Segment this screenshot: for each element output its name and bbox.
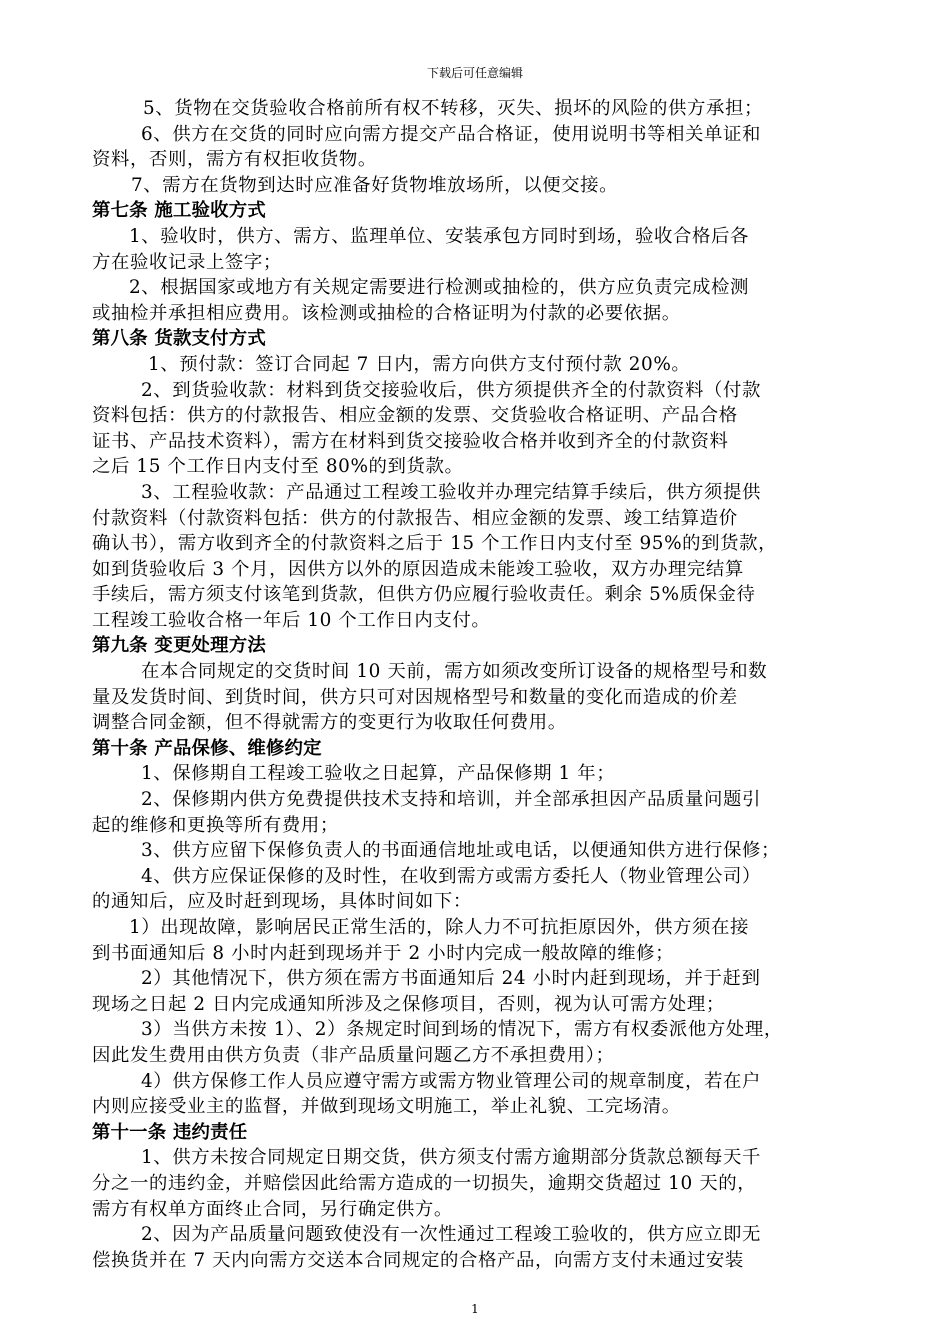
paragraph-line: 调整合同金额，但不得就需方的变更行为收取任何费用。 bbox=[92, 712, 567, 734]
paragraph-line: 工程竣工验收合格一年后 10 个工作日内支付。 bbox=[92, 609, 491, 631]
paragraph-line: 之后 15 个工作日内支付至 80%的到货款。 bbox=[92, 456, 464, 478]
paragraph-line: 现场之日起 2 日内完成通知所涉及之保修项目，否则，视为认可需方处理； bbox=[92, 993, 725, 1015]
paragraph-line: 付款资料（付款资料包括：供方的付款报告、相应金额的发票、竣工结算造价 bbox=[92, 507, 738, 529]
section-heading: 第十条 产品保修、维修约定 bbox=[92, 737, 322, 759]
paragraph-line: 分之一的违约金，并赔偿因此给需方造成的一切损失，逾期交货超过 10 天的， bbox=[92, 1172, 757, 1194]
paragraph-line: 1、验收时，供方、需方、监理单位、安装承包方同时到场，验收合格后各 bbox=[129, 225, 750, 247]
section-heading: 第七条 施工验收方式 bbox=[92, 200, 266, 222]
paragraph-line: 确认书），需方收到齐全的付款资料之后于 15 个工作日内支付至 95%的到货款， bbox=[92, 533, 778, 555]
paragraph-line: 内则应接受业主的监督，并做到现场文明施工，举止礼貌、工完场清。 bbox=[92, 1096, 681, 1118]
paragraph-line: 偿换货并在 7 天内向需方交送本合同规定的合格产品，向需方支付未通过安装 bbox=[92, 1249, 744, 1271]
paragraph-line: 4）供方保修工作人员应遵守需方或需方物业管理公司的规章制度，若在户 bbox=[141, 1070, 762, 1092]
page-header: 下载后可任意编辑 bbox=[426, 66, 523, 80]
page-number: 1 bbox=[471, 1302, 479, 1316]
paragraph-line: 5、货物在交货验收合格前所有权不转移，灭失、损坏的风险的供方承担； bbox=[143, 98, 764, 119]
paragraph-line: 在本合同规定的交货时间 10 天前，需方如须改变所订设备的规格型号和数 bbox=[141, 661, 768, 683]
paragraph-line: 1、供方未按合同规定日期交货，供方须支付需方逾期部分货款总额每天千 bbox=[141, 1147, 762, 1169]
paragraph-line: 2、保修期内供方免费提供技术支持和培训，并全部承担因产品质量问题引 bbox=[141, 789, 762, 811]
document-body bbox=[92, 96, 872, 1273]
paragraph-line: 手续后，需方须支付该笔到货款，但供方仍应履行验收责任。剩余 5%质保金待 bbox=[92, 584, 756, 606]
paragraph-line: 资料包括：供方的付款报告、相应金额的发票、交货验收合格证明、产品合格 bbox=[92, 405, 738, 427]
paragraph-line: 到书面通知后 8 小时内赶到现场并于 2 小时内完成一般故障的维修； bbox=[92, 942, 675, 964]
paragraph-line: 6、供方在交货的同时应向需方提交产品合格证，使用说明书等相关单证和 bbox=[141, 123, 762, 145]
paragraph-line: 3、工程验收款：产品通过工程竣工验收并办理完结算手续后，供方须提供 bbox=[141, 481, 762, 503]
paragraph-line: 2、因为产品质量问题致使没有一次性通过工程竣工验收的，供方应立即无 bbox=[141, 1224, 762, 1246]
section-heading: 第八条 货款支付方式 bbox=[92, 328, 266, 350]
paragraph-line: 1、预付款：签订合同起 7 日内，需方向供方支付预付款 20%。 bbox=[148, 353, 691, 375]
paragraph-line: 1）出现故障，影响居民正常生活的，除人力不可抗拒原因外，供方须在接 bbox=[129, 917, 750, 938]
paragraph-line: 因此发生费用由供方负责（非产品质量问题乙方不承担费用）； bbox=[92, 1044, 615, 1066]
paragraph-line: 方在验收记录上签字； bbox=[92, 251, 282, 273]
paragraph-line: 1、保修期自工程竣工验收之日起算，产品保修期 1 年； bbox=[141, 763, 616, 785]
paragraph-line: 或抽检并承担相应费用。该检测或抽检的合格证明为付款的必要依据。 bbox=[92, 302, 681, 324]
paragraph-line: 7、需方在货物到达时应准备好货物堆放场所，以便交接。 bbox=[131, 174, 619, 196]
paragraph-line: 起的维修和更换等所有费用； bbox=[92, 814, 339, 836]
paragraph-line: 如到货验收后 3 个月，因供方以外的原因造成未能竣工验收，双方办理完结算 bbox=[92, 558, 744, 580]
paragraph-line: 3）当供方未按 1）、2）条规定时间到场的情况下，需方有权委派他方处理， bbox=[141, 1019, 783, 1041]
paragraph-line: 2）其他情况下，供方须在需方书面通知后 24 小时内赶到现场，并于赶到 bbox=[141, 968, 761, 990]
paragraph-line: 2、根据国家或地方有关规定需要进行检测或抽检的，供方应负责完成检测 bbox=[129, 277, 750, 299]
paragraph-line: 3、供方应留下保修负责人的书面通信地址或电话，以便通知供方进行保修； bbox=[141, 840, 780, 862]
paragraph-line: 需方有权单方面终止合同，另行确定供方。 bbox=[92, 1198, 453, 1220]
paragraph-line: 2、到货验收款：材料到货交接验收后，供方须提供齐全的付款资料（付款 bbox=[141, 379, 762, 401]
section-heading: 第十一条 违约责任 bbox=[92, 1121, 248, 1143]
paragraph-line: 4、供方应保证保修的及时性，在收到需方或需方委托人（物业管理公司） bbox=[141, 865, 762, 887]
paragraph-line: 证书、产品技术资料），需方在材料到货交接验收合格并收到齐全的付款资料 bbox=[92, 430, 729, 452]
paragraph-line: 的通知后，应及时赶到现场，具体时间如下： bbox=[92, 891, 472, 913]
paragraph-line: 资料，否则，需方有权拒收货物。 bbox=[92, 149, 377, 171]
paragraph-line: 量及发货时间、到货时间，供方只可对因规格型号和数量的变化而造成的价差 bbox=[92, 686, 738, 708]
section-heading: 第九条 变更处理方法 bbox=[92, 635, 266, 657]
